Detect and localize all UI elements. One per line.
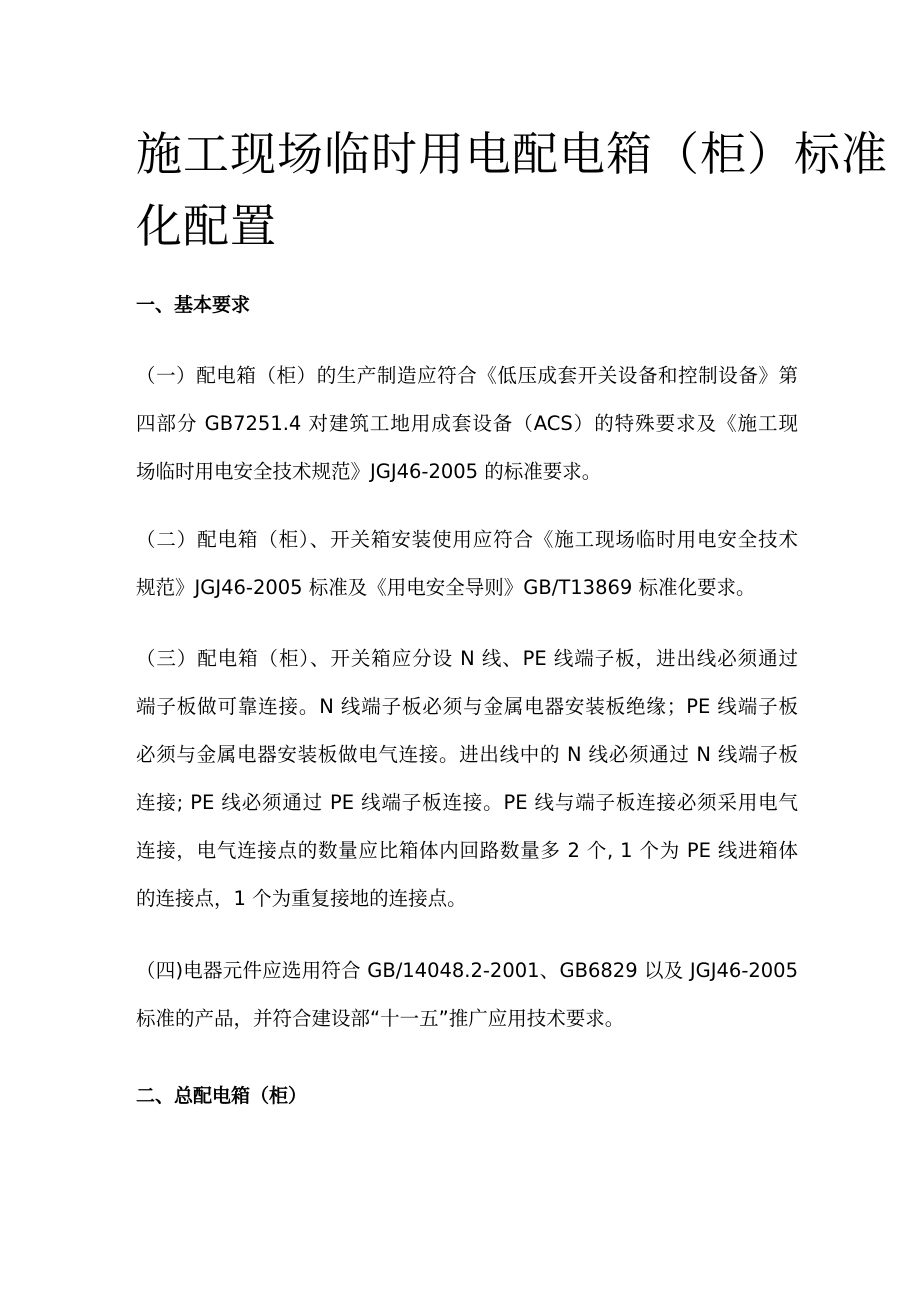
section-heading-basic-requirements: 一、基本要求 bbox=[136, 294, 251, 316]
section-heading-main-distribution-box: 二、总配电箱（柜） bbox=[136, 1085, 308, 1107]
paragraph-1 bbox=[136, 352, 798, 496]
paragraph-line: （四)电器元件应选用符合 GB/14048.2-2001、GB6829 以及 JGJ46-2005 bbox=[136, 959, 798, 982]
paragraph-line: （二）配电箱（柜）、开关箱安装使用应符合《施工现场临时用电安全技术 bbox=[136, 528, 798, 551]
paragraph-2 bbox=[136, 516, 798, 612]
title-line: 施工现场临时用电配电箱（柜）标准 bbox=[136, 127, 888, 181]
paragraph-line: 场临时用电安全技术规范》JGJ46-2005 的标准要求。 bbox=[136, 460, 602, 483]
paragraph-line: （一）配电箱（柜）的生产制造应符合《低压成套开关设备和控制设备》第 bbox=[136, 364, 798, 387]
paragraph-line: 四部分 GB7251.4 对建筑工地用成套设备（ACS）的特殊要求及《施工现 bbox=[136, 412, 798, 435]
paragraph-line: 标准的产品，并符合建设部“十一五”推广应用技术要求。 bbox=[136, 1007, 625, 1030]
paragraph-3 bbox=[136, 635, 798, 923]
title-line: 化配置 bbox=[136, 199, 277, 253]
paragraph-line: 必须与金属电器安装板做电气连接。进出线中的 N 线必须通过 N 线端子板 bbox=[136, 743, 798, 766]
paragraph-line: 规范》JGJ46-2005 标准及《用电安全导则》GB/T13869 标准化要求。 bbox=[136, 576, 756, 599]
paragraph-line: （三）配电箱（柜）、开关箱应分设 N 线、PE 线端子板，进出线必须通过 bbox=[136, 647, 798, 670]
paragraph-line: 连接，电气连接点的数量应比箱体内回路数量多 2 个, 1 个为 PE 线进箱体 bbox=[136, 839, 798, 862]
paragraph-line: 的连接点，1 个为重复接地的连接点。 bbox=[136, 887, 467, 910]
paragraph-line: 端子板做可靠连接。N 线端子板必须与金属电器安装板绝缘；PE 线端子板 bbox=[136, 695, 798, 718]
paragraph-line: 连接; PE 线必须通过 PE 线端子板连接。PE 线与端子板连接必须采用电气 bbox=[136, 791, 798, 814]
paragraph-4 bbox=[136, 947, 798, 1043]
document-title bbox=[136, 118, 888, 262]
